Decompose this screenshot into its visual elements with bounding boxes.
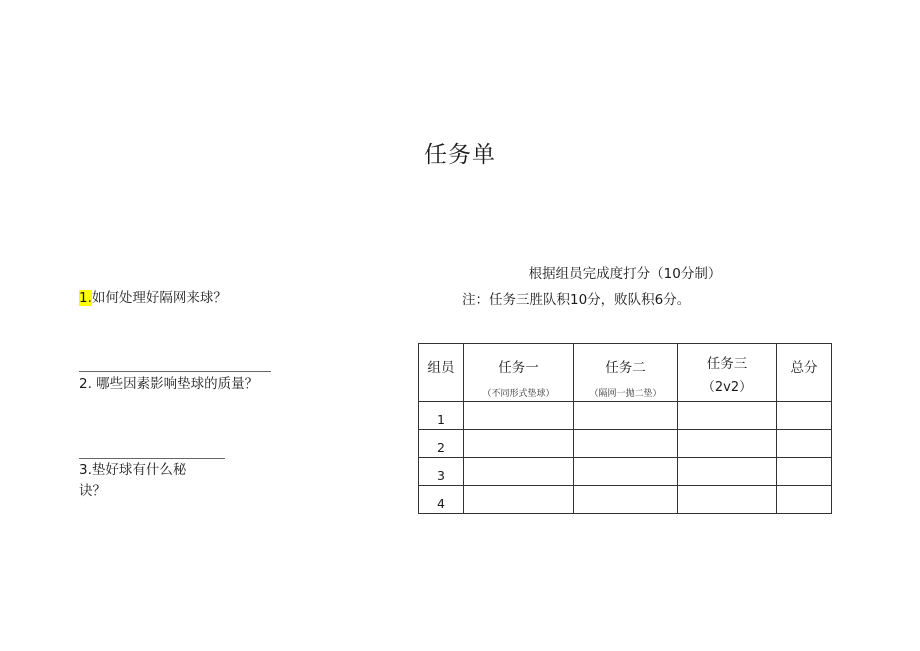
header-task-3-label: 任务三: [706, 356, 748, 372]
member-number-cell: [419, 430, 464, 458]
scoring-rule: 注：任务三胜队积10分，败队积6分。: [462, 292, 691, 308]
score-cell-task-3[interactable]: [678, 486, 777, 514]
header-member: [419, 344, 464, 402]
score-cell-task-2[interactable]: [574, 486, 678, 514]
question-1-text: 如何处理好隔网来球？: [91, 290, 227, 306]
member-number: 2: [437, 440, 445, 455]
score-cell-task-3[interactable]: [678, 430, 777, 458]
score-cell-task-1[interactable]: [464, 458, 574, 486]
header-member-label: 组员: [427, 360, 455, 376]
member-number-cell: [419, 402, 464, 430]
member-number: 1: [437, 412, 445, 427]
header-task-1-label: 任务一: [498, 360, 539, 376]
header-task-1-sub: （不同形式垫球）: [482, 389, 555, 399]
header-task-3-sub: （2v2）: [701, 380, 753, 395]
header-total-label: 总分: [790, 360, 818, 376]
score-cell-total[interactable]: [777, 458, 832, 486]
header-task-2-sub: （隔网一抛二垫）: [589, 389, 662, 399]
answer-line-2: [79, 458, 225, 459]
header-task-2: [574, 344, 678, 402]
member-number-cell: [419, 486, 464, 514]
question-3: 3.垫好球有什么秘诀？: [79, 462, 187, 499]
member-number-cell: [419, 458, 464, 486]
page-title: 任务单: [424, 142, 496, 168]
score-cell-task-1[interactable]: [464, 402, 574, 430]
score-table-header-row: [419, 344, 832, 402]
member-number: 3: [437, 468, 445, 483]
member-number: 4: [437, 496, 445, 511]
score-cell-task-3[interactable]: [678, 402, 777, 430]
score-table: [418, 343, 832, 514]
answer-line-1: [79, 371, 271, 372]
score-cell-total[interactable]: [777, 486, 832, 514]
header-total: [777, 344, 832, 402]
score-cell-task-2[interactable]: [574, 458, 678, 486]
header-task-1: [464, 344, 574, 402]
question-1-number: 1.: [79, 290, 92, 306]
score-cell-task-2[interactable]: [574, 430, 678, 458]
table-row: [419, 458, 832, 486]
header-task-2-label: 任务二: [605, 360, 646, 376]
table-row: [419, 430, 832, 458]
score-cell-task-2[interactable]: [574, 402, 678, 430]
header-task-3: [678, 344, 777, 402]
score-cell-total[interactable]: [777, 402, 832, 430]
table-row: [419, 402, 832, 430]
score-cell-task-1[interactable]: [464, 430, 574, 458]
table-row: [419, 486, 832, 514]
question-2: 2. 哪些因素影响垫球的质量？: [79, 376, 259, 392]
score-cell-task-1[interactable]: [464, 486, 574, 514]
scoring-note: 根据组员完成度打分（10分制）: [528, 266, 722, 282]
question-1: [79, 288, 229, 309]
score-cell-total[interactable]: [777, 430, 832, 458]
score-cell-task-3[interactable]: [678, 458, 777, 486]
